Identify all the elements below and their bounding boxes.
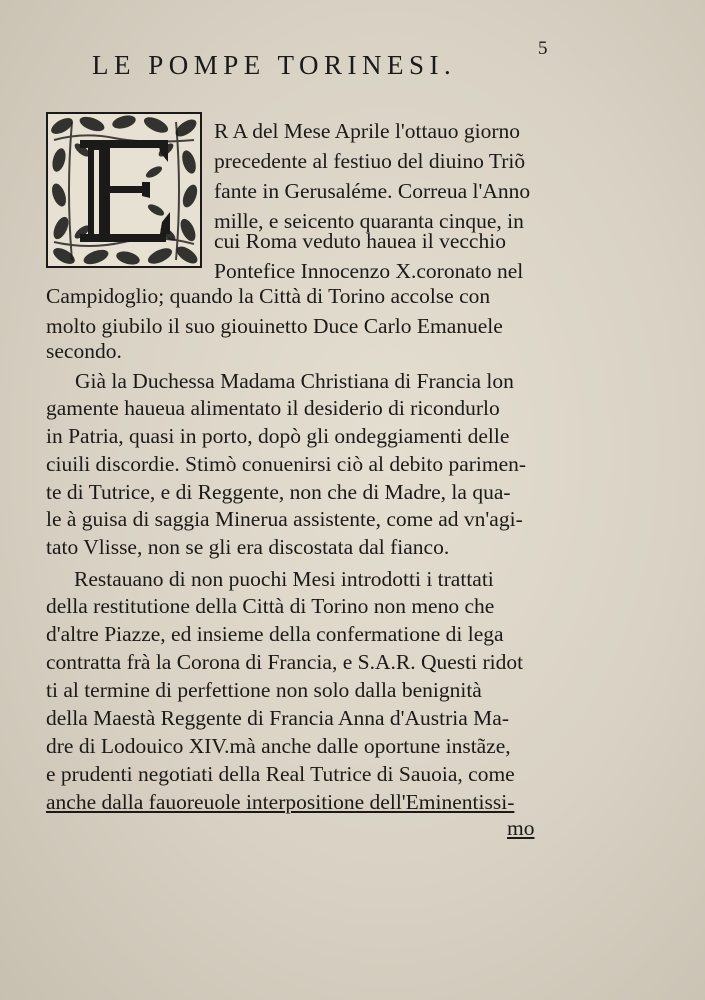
text-line: contratta frà la Corona di Francia, e S.A.R. Questi ridot	[46, 650, 524, 674]
catchword: mo	[507, 816, 535, 840]
text-line: molto giubilo il suo giouinetto Duce Carlo Emanuele	[46, 314, 503, 338]
text-line: anche dalla fauoreuole interpositione dell'Eminentissi-	[46, 790, 515, 814]
text-line: R A del Mese Aprile l'ottauo giorno	[214, 119, 521, 143]
text-line: Restauano di non puochi Mesi introdotti i trattati	[74, 567, 494, 591]
text-line: precedente al festiuo del diuino Triõ	[214, 149, 526, 173]
page-number: 5	[538, 38, 548, 59]
text-line: dre di Lodouico XIV.mà anche dalle oportune instãze,	[46, 734, 511, 758]
running-title: LE POMPE TORINESI.	[92, 50, 457, 80]
text-line: e prudenti negotiati della Real Tutrice di Sauoia, come	[46, 762, 515, 786]
text-line: cui Roma veduto hauea il vecchio	[214, 229, 506, 253]
text-line: della Maestà Reggente di Francia Anna d'Austria Ma-	[46, 706, 509, 730]
text-line: Già la Duchessa Madama Christiana di Francia lon	[75, 369, 514, 393]
text-line: gamente haueua alimentato il desiderio di ricondurlo	[46, 396, 500, 420]
text-line: fante in Gerusaléme. Correua l'Anno	[214, 179, 531, 203]
text-line: secondo.	[46, 339, 122, 363]
text-line: te di Tutrice, e di Reggente, non che di Madre, la qua-	[46, 480, 511, 504]
text-line: mille, e seicento quaranta cinque, in	[214, 209, 524, 233]
text-line: in Patria, quasi in porto, dopò gli ondeggiamenti delle	[46, 424, 510, 448]
text-line: Campidoglio; quando la Città di Torino accolse con	[46, 284, 491, 308]
decorated-initial-e	[44, 110, 204, 270]
text-line: della restitutione della Città di Torino non meno che	[46, 594, 495, 618]
text-line: Pontefice Innocenzo X.coronato nel	[214, 259, 524, 283]
text-line: d'altre Piazze, ed insieme della confermatione di lega	[46, 622, 504, 646]
text-line: tato Vlisse, non se gli era discostata dal fianco.	[46, 535, 450, 559]
text-line: ti al termine di perfettione non solo dalla benignità	[46, 678, 482, 702]
text-line: ciuili discordie. Stimò conuenirsi ciò al debito parimen-	[46, 452, 527, 476]
text-line: le à guisa di saggia Minerua assistente, come ad vn'agi-	[46, 507, 523, 531]
